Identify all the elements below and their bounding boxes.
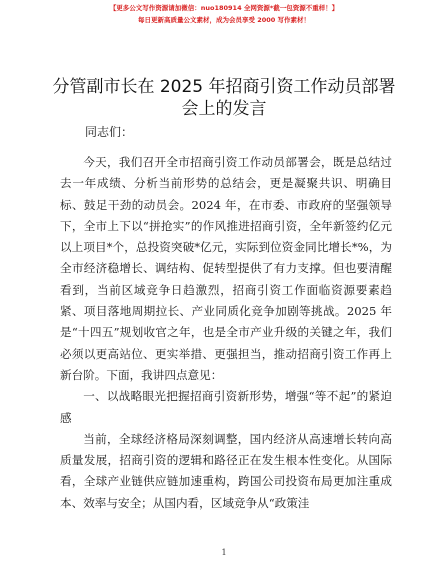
document-title: 分管副市长在 2025 年招商引资工作动员部署会上的发言	[52, 77, 396, 119]
page-number: 1	[221, 548, 227, 557]
section-heading-1: 一、以战略眼光把握招商引资新形势，增强“等不起”的紧迫感	[60, 389, 392, 425]
salutation: 同志们：	[85, 125, 134, 139]
document-body	[60, 152, 392, 514]
promo-banner	[0, 2, 448, 26]
promo-banner-line1: 【更多公文写作资源请加微信：nuo180914 全网资源*截一包资源不重样！】	[109, 4, 339, 12]
promo-banner-line2: 每日更新高质量公文素材，成为会员享受 2000 写作素材！	[137, 16, 311, 24]
paragraph-section-1: 当前，全球经济格局深刻调整，国内经济从高速增长转向高质量发展，招商引资的逻辑和路径正在发生根本性变化。从国际看，全球产业链供应链加速重构，跨国公司投资布局更加注重成本、效率与安全；从国内看，区域竞争从“政策洼	[60, 431, 392, 510]
paragraph-intro: 今天，我们召开全市招商引资工作动员部署会，既是总结过去一年成绩、分析当前形势的总结会，更是凝聚共识、明确目标、鼓足干劲的动员会。2024 年，在市委、市政府的坚强领导下，全市上下以“拼抢实”的作风推进招商引资，全年新签约亿元以上项目*个，总投资突破*亿元，实际到位资金同比增长*%，为全市经济稳增长、调结构、促转型提供了有力支撑。但也要清醒看到，当前区域竞争日趋激烈，招商引资工作面临资源要素趋紧、项目落地周期拉长、产业同质化竞争加剧等挑战。2025 年是“十四五”规划收官之年，也是全市产业升级的关键之年，我们必须以更高站位、更实举措、更强担当，推动招商引资工作再上新台阶。下面，我讲四点意见：	[60, 155, 392, 382]
